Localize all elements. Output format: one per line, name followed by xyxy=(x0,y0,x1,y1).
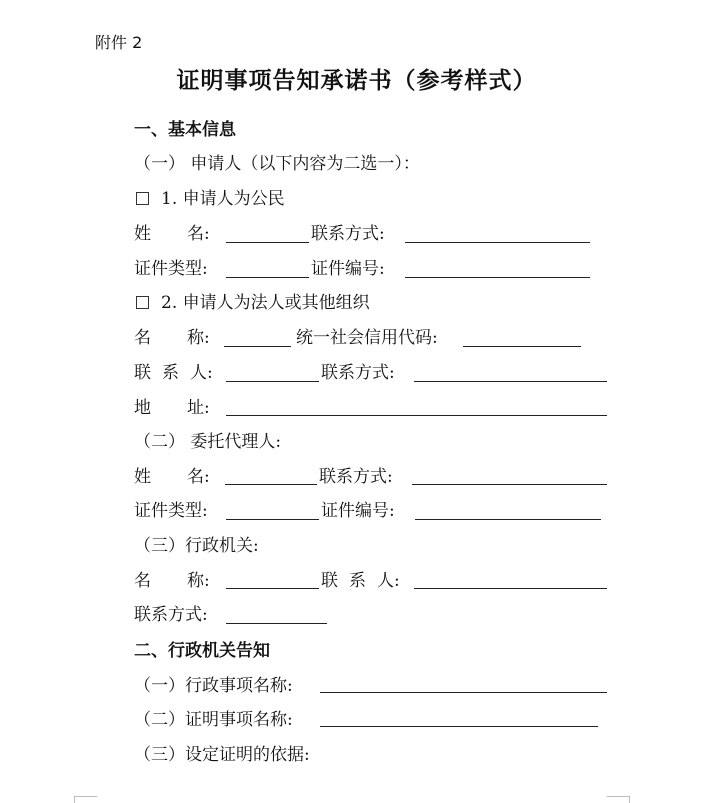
authority-contact-label: 联系方式: xyxy=(134,605,208,625)
attachment-label: 附件 2 xyxy=(95,33,143,52)
citizen-id-type-field[interactable] xyxy=(226,277,309,278)
citizen-name-label: 姓 名: xyxy=(134,224,210,244)
cert-name-field[interactable] xyxy=(320,726,598,727)
applicant-label: （一） 申请人（以下内容为二选一）： xyxy=(134,154,420,174)
document-title: 证明事项告知承诺书（参考样式） xyxy=(176,67,537,94)
authority-name-label: 名 称: xyxy=(134,571,210,591)
agent-id-type-field[interactable] xyxy=(226,519,319,520)
authority-contact-field[interactable] xyxy=(226,623,327,624)
org-contact-person-field[interactable] xyxy=(226,381,319,382)
citizen-name-field[interactable] xyxy=(226,242,309,243)
agent-contact-label: 联系方式: xyxy=(319,467,393,487)
authority-contact-person-label: 联 系 人: xyxy=(321,571,400,591)
citizen-option[interactable] xyxy=(136,189,285,209)
citizen-option-label: 1. 申请人为公民 xyxy=(161,189,285,209)
org-contact-label: 联系方式: xyxy=(321,363,395,383)
organization-option-label: 2. 申请人为法人或其他组织 xyxy=(161,293,370,313)
org-name-label: 名 称: xyxy=(134,328,210,348)
organization-checkbox[interactable] xyxy=(136,296,149,309)
org-credit-code-field[interactable] xyxy=(463,346,581,347)
agent-label: （二） 委托代理人: xyxy=(134,432,282,452)
authority-contact-person-field[interactable] xyxy=(414,588,607,589)
citizen-id-number-label: 证件编号: xyxy=(311,259,385,279)
agent-id-number-label: 证件编号: xyxy=(321,501,395,521)
item-name-field[interactable] xyxy=(320,692,607,693)
authority-label: （三）行政机关: xyxy=(134,536,259,556)
section-1-heading: 一、基本信息 xyxy=(134,120,236,140)
agent-name-label: 姓 名: xyxy=(134,467,210,487)
agent-name-field[interactable] xyxy=(225,484,317,485)
citizen-id-number-field[interactable] xyxy=(405,277,590,278)
citizen-contact-field[interactable] xyxy=(405,242,590,243)
section-2-heading: 二、行政机关告知 xyxy=(134,641,270,661)
authority-name-field[interactable] xyxy=(226,588,319,589)
citizen-checkbox[interactable] xyxy=(136,192,149,205)
agent-id-number-field[interactable] xyxy=(415,519,601,520)
org-address-field[interactable] xyxy=(226,415,607,416)
agent-id-type-label: 证件类型: xyxy=(134,501,208,521)
citizen-contact-label: 联系方式: xyxy=(311,224,385,244)
org-contact-field[interactable] xyxy=(414,381,607,382)
org-address-label: 地 址: xyxy=(134,398,210,418)
item-name-label: （一）行政事项名称: xyxy=(134,676,293,696)
agent-contact-field[interactable] xyxy=(412,484,607,485)
citizen-id-type-label: 证件类型: xyxy=(134,259,208,279)
org-contact-person-label: 联 系 人: xyxy=(134,363,213,383)
basis-label: （三）设定证明的依据: xyxy=(134,745,310,765)
cert-name-label: （二）证明事项名称: xyxy=(134,710,293,730)
org-credit-code-label: 统一社会信用代码: xyxy=(296,328,438,348)
org-name-field[interactable] xyxy=(224,346,291,347)
organization-option[interactable] xyxy=(136,293,370,313)
